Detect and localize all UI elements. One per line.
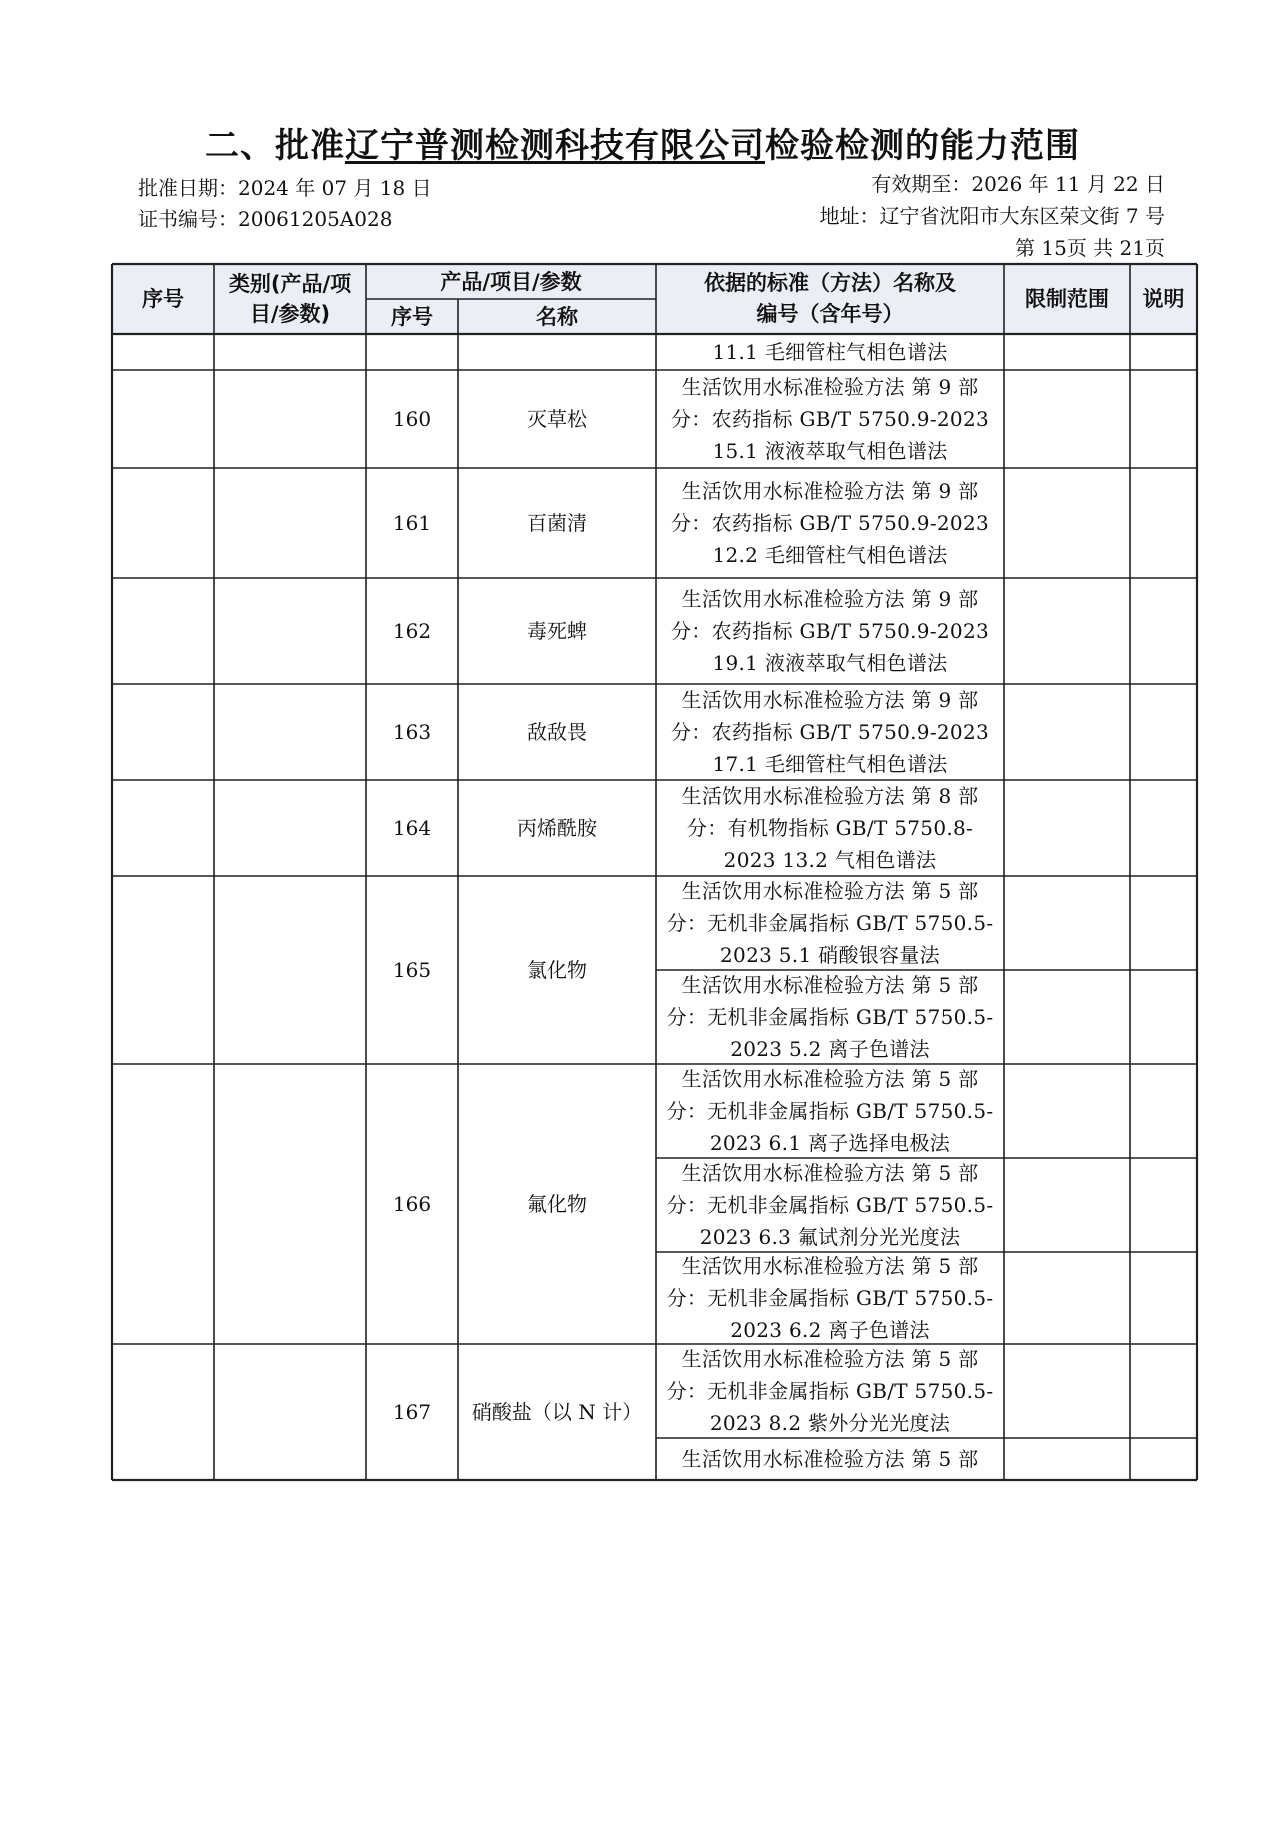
standard-method: 生活饮用水标准检验方法 第 5 部分：无机非金属指标 GB/T 5750.5-2023 5.2 离子色谱法 (666, 973, 994, 1061)
item-seq: 163 (392, 720, 432, 744)
standard-method: 生活饮用水标准检验方法 第 5 部分：无机非金属指标 GB/T 5750.5-2023 6.3 氟试剂分光光度法 (666, 1161, 994, 1249)
standard-method: 生活饮用水标准检验方法 第 9 部分：农药指标 GB/T 5750.9-2023 15.1 液液萃取气相色谱法 (670, 375, 989, 463)
item-name: 百菌清 (527, 511, 587, 535)
address: 地址：辽宁省沈阳市大东区荣文街 7 号 (819, 204, 1165, 228)
header-product-group: 产品/项目/参数 (440, 269, 582, 294)
item-seq: 160 (392, 407, 432, 431)
standard-method: 生活饮用水标准检验方法 第 8 部分：有机物指标 GB/T 5750.8-2023 13.2 气相色谱法 (681, 784, 979, 872)
page-info: 第 15页 共 21页 (1015, 236, 1165, 260)
standard-method: 生活饮用水标准检验方法 第 5 部分：无机非金属指标 GB/T 5750.5-2023 5.1 硝酸银容量法 (666, 879, 994, 967)
header-product-seq: 序号 (391, 304, 433, 329)
title-suffix: 检验检测的能力范围 (765, 126, 1080, 166)
standard-method: 生活饮用水标准检验方法 第 5 部分：无机非金属指标 GB/T 5750.5-2023 6.2 离子色谱法 (666, 1254, 994, 1342)
item-seq: 162 (392, 619, 432, 643)
item-seq: 167 (392, 1400, 432, 1424)
standard-method: 11.1 毛细管柱气相色谱法 (712, 340, 948, 364)
item-name: 氯化物 (527, 958, 587, 982)
standard-method: 生活饮用水标准检验方法 第 5 部 (681, 1447, 979, 1471)
company-name: 辽宁普测检测科技有限公司 (345, 126, 765, 166)
header-note: 说明 (1142, 287, 1185, 311)
item-seq: 165 (392, 958, 432, 982)
item-name: 灭草松 (527, 407, 587, 431)
standard-method: 生活饮用水标准检验方法 第 5 部分：无机非金属指标 GB/T 5750.5-2023 8.2 紫外分光光度法 (666, 1347, 994, 1435)
item-name: 氟化物 (527, 1192, 587, 1216)
item-name (458, 334, 656, 370)
standard-method: 生活饮用水标准检验方法 第 9 部分：农药指标 GB/T 5750.9-2023 19.1 液液萃取气相色谱法 (670, 587, 989, 675)
item-name: 毒死蜱 (527, 619, 587, 643)
item-name: 敌敌畏 (527, 720, 587, 744)
item-seq: 161 (392, 511, 432, 535)
standard-method: 生活饮用水标准检验方法 第 9 部分：农药指标 GB/T 5750.9-2023 17.1 毛细管柱气相色谱法 (670, 688, 989, 776)
header-product-name: 名称 (536, 304, 578, 329)
item-seq: 166 (392, 1192, 432, 1216)
title-prefix: 二、批准 (205, 126, 345, 166)
item-name: 丙烯酰胺 (517, 816, 597, 840)
item-name: 硝酸盐（以 N 计） (471, 1400, 643, 1424)
header-seq: 序号 (142, 287, 184, 311)
header-standard: 依据的标准（方法）名称及编号（含年号） (704, 271, 956, 326)
item-seq (366, 334, 458, 370)
certificate-number: 证书编号：20061205A028 (138, 207, 393, 231)
standard-method: 生活饮用水标准检验方法 第 9 部分：农药指标 GB/T 5750.9-2023 12.2 毛细管柱气相色谱法 (670, 479, 989, 567)
item-seq: 164 (392, 816, 432, 840)
approval-date: 批准日期：2024 年 07 月 18 日 (138, 176, 432, 200)
header-category: 类别(产品/项目/参数) (228, 272, 352, 326)
header-limit: 限制范围 (1025, 287, 1109, 311)
standard-method: 生活饮用水标准检验方法 第 5 部分：无机非金属指标 GB/T 5750.5-2023 6.1 离子选择电极法 (666, 1067, 994, 1155)
valid-until: 有效期至：2026 年 11 月 22 日 (871, 172, 1165, 196)
